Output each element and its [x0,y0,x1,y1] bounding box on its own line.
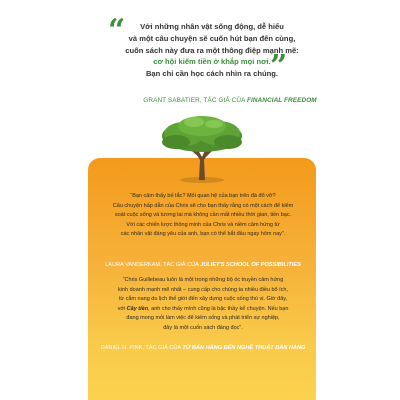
attribution-book: FINANCIAL FREEDOM [246,97,317,104]
quote-1-line: các nhân vật đáng yêu của anh, bạn có thể bắt đầu ngay hôm nay”. [120,231,286,238]
attribution-author: GRANT SABATIER, [143,97,202,104]
quote-2-text: với [117,305,127,312]
top-quote-highlight: cơ hội kiếm tiền ở khắp mọi nơi. [153,57,271,67]
quote-2-line: kinh doanh mạnh mẽ nhất – cung cấp cho chúng ta nhiều điều bổ ích, [117,286,288,293]
attribution-mid: TÁC GIẢ CỦA [143,345,183,351]
quote-1-attribution [100,262,306,268]
attribution-mid: TÁC GIẢ CỦA [161,262,201,268]
quote-2-attribution [100,345,306,351]
close-quote-mark: ” [270,49,288,84]
attribution-author: DANIEL H. PINK, [100,345,144,351]
quote-1 [100,192,306,240]
top-quote-line: và một câu chuyện sẽ cuốn hút bạn đến cùng, [128,33,296,43]
quote-1-line: “Bạn cảm thấy bế tắc? Mối quan hệ của bạn trên đà đổ vỡ? [130,193,276,199]
quote-1-line: Với các chiến lược thông minh của Chris và niềm cảm hứng từ [126,221,280,228]
quote-2-line: đây là một cuốn sách đáng đọc”. [163,324,243,331]
quote-1-line: Câu chuyện hấp dẫn của Chris sẽ cho bạn thấy rằng có một cách để kiểm [112,202,294,209]
attribution-mid: TÁC GIẢ CỦA [201,97,247,104]
attribution-book: TỪ BÁN HÀNG ĐẾN NGHỆ THUẬT BÁN HÀNG [182,345,306,351]
quote-2-text: , anh cho thấy mình cũng là bậc thầy kể chuyện. Nếu bạn [148,305,289,312]
attribution-book: JULIET'S SCHOOL OF POSSIBILITIES [200,262,301,268]
attribution-author: LAURA VANDERKAM, [105,262,162,268]
top-quote-line: cuốn sách này đưa ra một thông điệp mạnh mẽ: [125,45,299,55]
quote-2-line: “Chris Guillebeau luôn là một trong những bộ óc truyền cảm hứng [122,277,284,283]
quote-2-line: đang mong mỏi làm việc để kiếm sống và phát triển sự nghiệp, [126,315,280,322]
quote-2 [100,276,306,334]
quote-2-line [100,305,306,315]
top-quote-attribution [130,97,330,104]
quote-1-line: soát cuộc sống và tương lai mà không cần mất nhiều thời gian, tiền bạc. [114,212,292,219]
open-quote-mark: “ [108,13,126,48]
top-quote-line: Với những nhân vật sống động, dễ hiểu [140,22,284,31]
money-tree-icon [154,112,250,184]
top-quote-line: Bạn chỉ cần học cách nhìn ra chúng. [145,69,279,79]
quote-2-line: từ cắm nang du lịch thế giới đến xây dựng cuộc sống thú vị. Giờ đây, [118,296,288,303]
book-title-emphasis: Cây tiền [126,305,149,312]
